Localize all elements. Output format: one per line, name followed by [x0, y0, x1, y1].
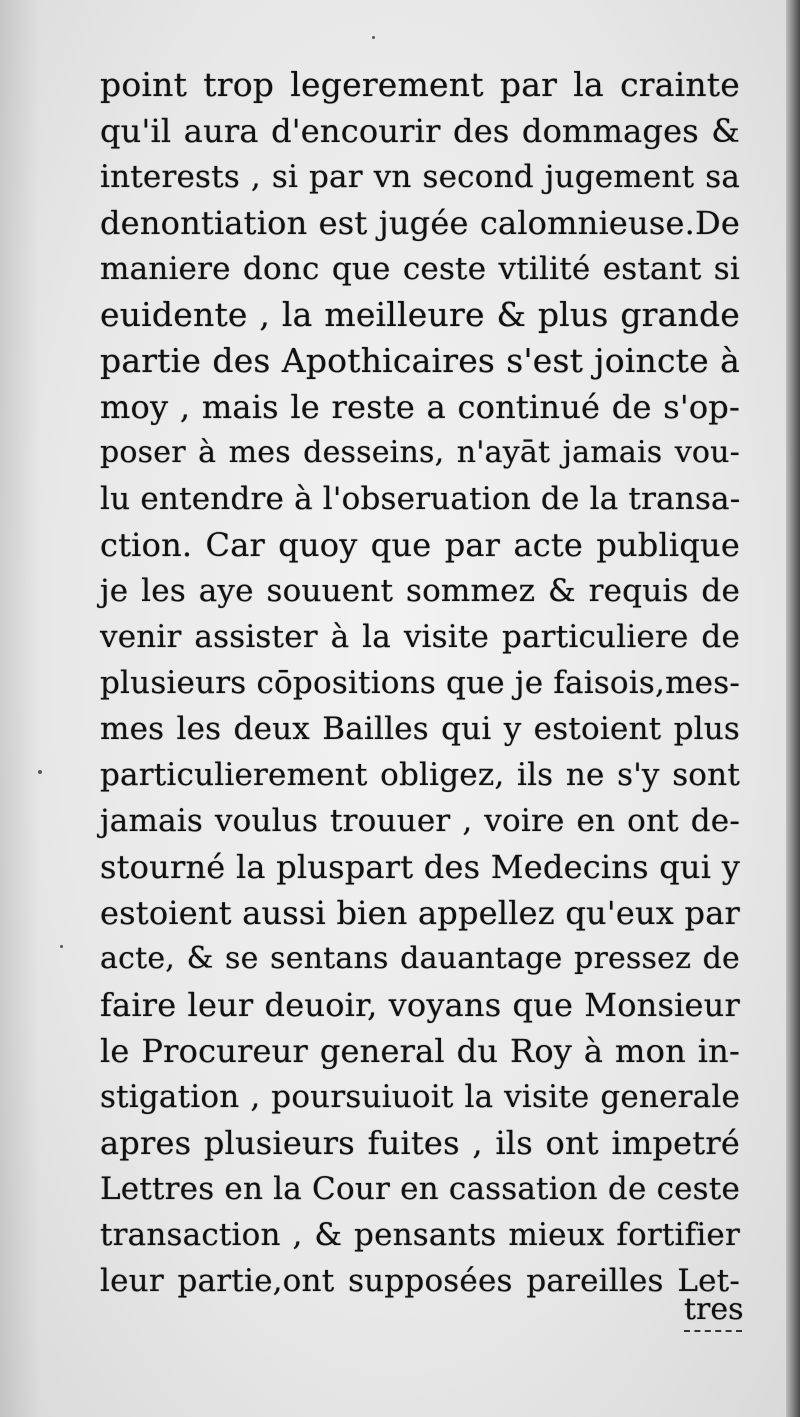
text-line: faire leur deuoir, voyans que Monsieur [100, 986, 740, 1024]
text-line: le Procureur general du Roy à mon in- [100, 1032, 740, 1070]
text-line: qu'il aura d'encourir des dommages & [100, 112, 740, 150]
gutter-shadow [0, 0, 40, 1417]
text-line: transaction , & pensants mieux fortifier [100, 1217, 740, 1253]
text-line: denontiation est jugée calomnieuse.De [100, 204, 740, 242]
catchword: tres [684, 1292, 744, 1327]
text-line: venir assister à la visite particuliere de [100, 619, 740, 655]
text-line: euidente , la meilleure & plus grande [100, 295, 740, 334]
text-line: lu entendre à l'obseruation de la transa- [100, 481, 741, 517]
text-line: estoient aussi bien appellez qu'eux par [100, 894, 740, 932]
text-line: particulierement obligez, ils ne s'y sont [100, 757, 740, 793]
text-line: interests , si par vn second jugement sa [100, 159, 740, 195]
ink-speck [38, 770, 42, 774]
catchword-rule [684, 1330, 742, 1332]
text-line: Lettres en la Cour en cassation de ceste [100, 1171, 740, 1207]
text-line: stigation , poursuiuoit la visite generale [100, 1079, 740, 1115]
text-line: acte, & se sentans dauantage pressez de [100, 941, 740, 976]
text-line: je les aye souuent sommez & requis de [100, 573, 740, 609]
text-line: point trop legerement par la crainte [100, 65, 740, 104]
text-line: maniere donc que ceste vtilité estant si [100, 251, 740, 287]
body-text [100, 62, 740, 1304]
ink-speck [372, 36, 375, 39]
page-edge-shadow [786, 0, 800, 1417]
text-line: mes les deux Bailles qui y estoient plus [100, 711, 740, 747]
text-line: ction. Car quoy que par acte publique [100, 526, 740, 564]
text-line: jamais voulus trouuer , voire en ont de- [100, 803, 740, 839]
text-line: partie des Apothicaires s'est joincte à [100, 341, 740, 380]
text-line: leur partie,ont supposées pareilles Let- [100, 1263, 740, 1299]
text-line: plusieurs cōpositions que je faisois,mes- [100, 665, 740, 701]
text-line: poser à mes desseins, n'ayāt jamais vou- [100, 435, 740, 470]
ink-speck [60, 945, 63, 948]
text-line: apres plusieurs fuites , ils ont impetré [100, 1124, 740, 1162]
text-line: stourné la pluspart des Medecins qui y [100, 848, 740, 886]
text-line: moy , mais le reste a continué de s'op- [100, 388, 740, 426]
